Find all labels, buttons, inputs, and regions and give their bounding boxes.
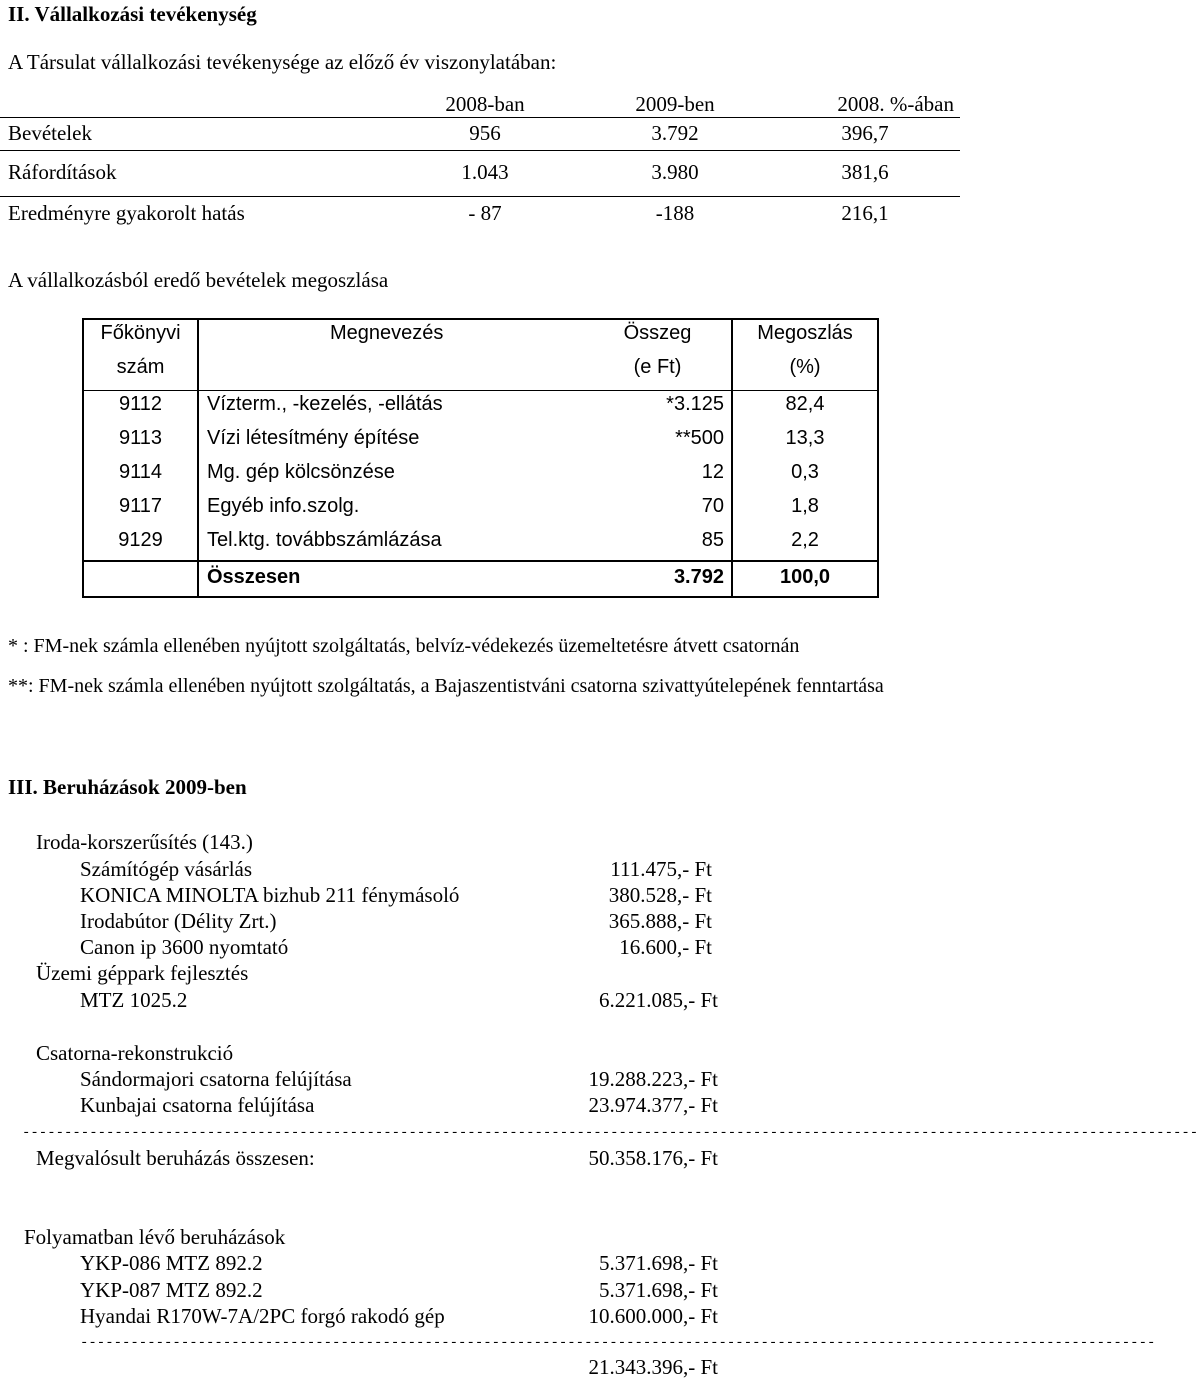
footnote-double-star: **: FM-nek számla ellenében nyújtott szolgáltatás, a Bajaszentistváni csatorna szivattyútelepének fenntartása <box>8 675 884 697</box>
section-2-intro: A Társulat vállalkozási tevékenysége az előző év viszonylatában: <box>8 50 557 74</box>
row-rule <box>0 196 960 197</box>
distribution-title: A vállalkozásból eredő bevételek megoszlása <box>8 268 389 292</box>
table-header-rule <box>82 390 879 391</box>
realized-total-value: 50.358.176,- Ft <box>588 1146 718 1170</box>
dashed-separator: -------------------------------------------------------------------------------------------------------------------------------------------- <box>22 1125 1198 1141</box>
table-border-bottom <box>82 596 879 598</box>
th-share-1: Megoszlás <box>757 322 853 344</box>
group-title: Üzemi géppark fejlesztés <box>36 961 249 985</box>
in-progress-title: Folyamatban lévő beruházások <box>24 1225 286 1249</box>
row-rule <box>0 150 960 151</box>
col-header-2008: 2008-ban <box>445 92 525 116</box>
header-rule <box>0 117 960 118</box>
table-border-right <box>877 318 879 598</box>
table-col-divider <box>197 318 199 598</box>
col-header-pct: 2008. %-ában <box>837 92 954 116</box>
group-title: Iroda-korszerűsítés (143.) <box>36 830 253 854</box>
table-border-top <box>82 318 879 320</box>
group-title: Csatorna-rekonstrukció <box>36 1041 234 1065</box>
col-header-2009: 2009-ben <box>635 92 715 116</box>
in-progress-total-value: 21.343.396,- Ft <box>588 1355 718 1379</box>
th-account-1: Főkönyvi <box>100 322 181 344</box>
th-share-2: (%) <box>789 356 821 378</box>
section-2-title: II. Vállalkozási tevékenység <box>8 2 257 26</box>
th-amount-1: Összeg <box>623 322 692 344</box>
table-total-rule <box>82 560 879 562</box>
th-account-2: szám <box>116 356 165 378</box>
th-name: Megnevezés <box>330 322 444 344</box>
th-amount-2: (e Ft) <box>633 356 682 378</box>
realized-total-label: Megvalósult beruházás összesen: <box>36 1146 315 1170</box>
dashed-separator: -------------------------------------------------------------------------------------------------------------------------------- <box>80 1335 1156 1351</box>
footnote-single-star: * : FM-nek számla ellenében nyújtott szolgáltatás, belvíz-védekezés üzemeltetésre átvett csatornán <box>8 635 800 657</box>
section-3-title: III. Beruházások 2009-ben <box>8 775 247 799</box>
